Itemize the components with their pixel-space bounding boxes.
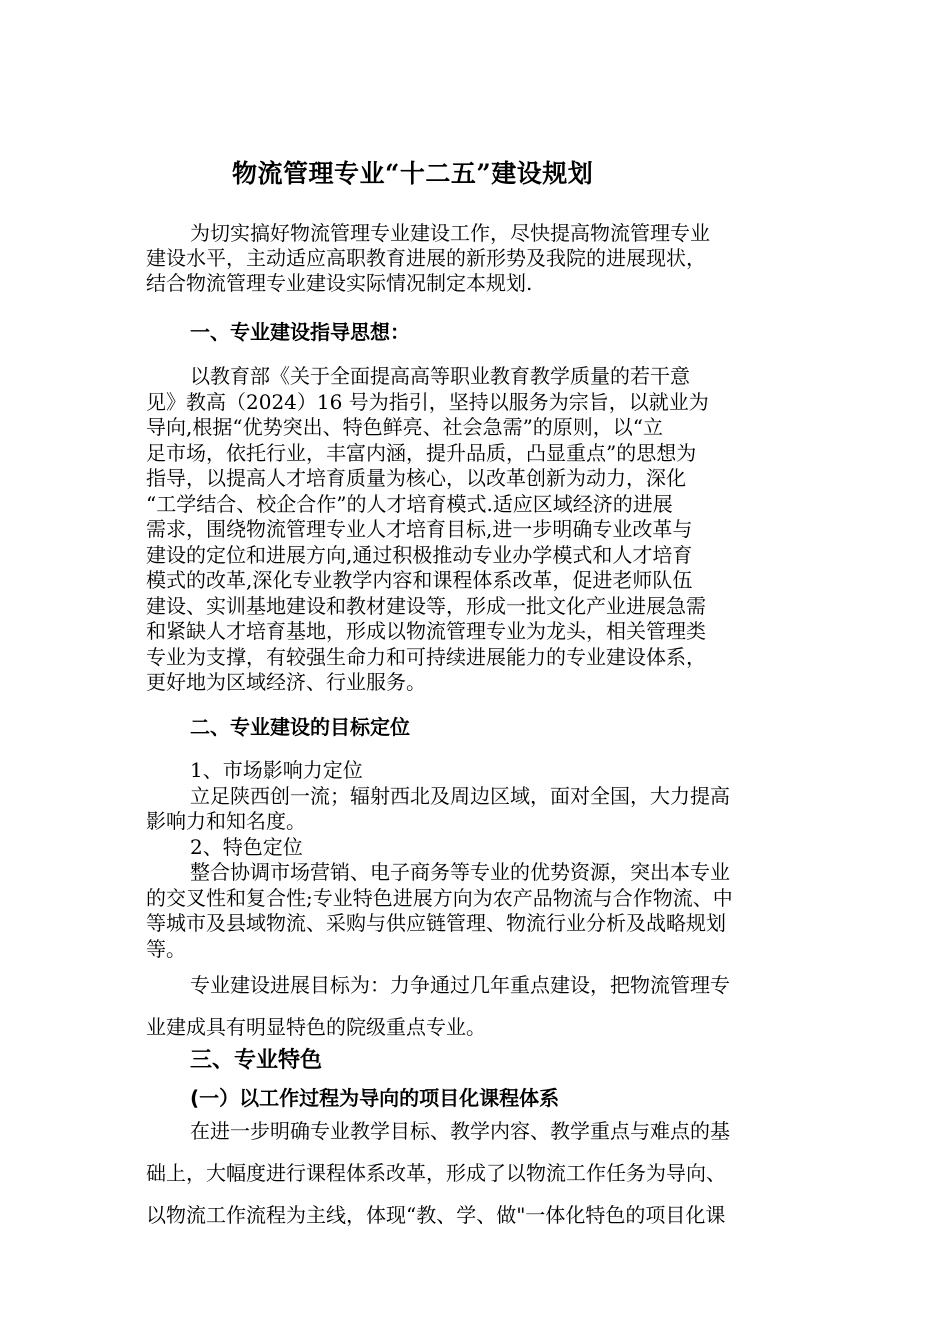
subsection-label: 1、市场影响力定位 — [190, 758, 363, 782]
document-title: 物流管理专业“十二五”建设规划 — [232, 159, 594, 188]
paragraph-line: 的交叉性和复合性;专业特色进展方向为农产品物流与合作物流、中 — [146, 885, 733, 910]
paragraph-line: 础上，大幅度进行课程体系改革，形成了以物流工作任务为导向、 — [146, 1161, 726, 1185]
paragraph-line: 专业为支撑，有较强生命力和可持续进展能力的专业建设体系， — [146, 644, 706, 669]
paragraph-line: 导向,根据“优势突出、特色鲜亮、社会急需”的原则，以“立 — [146, 415, 664, 439]
section-3-paragraph — [146, 1110, 810, 1236]
paragraph-line: 见》教高（2024）16 号为指引，坚持以服务为宗旨，以就业为 — [146, 389, 709, 414]
intro-line: 建设水平，主动适应高职教育进展的新形势及我院的进展现状， — [146, 246, 706, 271]
paragraph-line: 建设的定位和进展方向,通过积极推动专业办学模式和人才培育 — [146, 542, 693, 567]
paragraph-line: 更好地为区域经济、行业服务。 — [146, 670, 426, 694]
paragraph-line: 整合协调市场营销、电子商务等专业的优势资源，突出本专业 — [190, 860, 730, 884]
paragraph-line: 等城市及县域物流、采购与供应链管理、物流行业分析及战略规划 — [146, 911, 726, 935]
section-2-paragraph — [146, 758, 810, 962]
paragraph-line: 指导，以提高人才培育质量为核心，以改革创新为动力，深化 — [146, 466, 686, 490]
intro-line: 结合物流管理专业建设实际情况制定本规划. — [146, 271, 533, 296]
section-heading-1: 一、专业建设指导思想： — [190, 320, 410, 344]
intro-paragraph — [146, 221, 810, 297]
paragraph-line: “工学结合、校企合作”的人才培育模式.适应区域经济的进展 — [146, 491, 673, 516]
subsection-heading: (一）以工作过程为导向的项目化课程体系 — [190, 1086, 560, 1110]
paragraph-line: 影响力和知名度。 — [146, 809, 306, 833]
paragraph-line: 模式的改革,深化专业教学内容和课程体系改革，促进老师队伍 — [146, 568, 693, 592]
paragraph-line: 需求，围绕物流管理专业人才培育目标,进一步明确专业改革与 — [146, 517, 693, 541]
paragraph-line: 以教育部《关于全面提高高等职业教育教学质量的若干意 — [190, 364, 690, 388]
goal-paragraph — [146, 964, 810, 1048]
paragraph-line: 专业建设进展目标为：力争通过几年重点建设，把物流管理专 — [190, 973, 730, 997]
paragraph-line: 业建成具有明显特色的院级重点专业。 — [146, 1015, 486, 1039]
section-heading-2: 二、专业建设的目标定位 — [190, 715, 410, 739]
subsection-label: 2、特色定位 — [190, 834, 303, 859]
section-heading-3: 三、专业特色 — [190, 1048, 323, 1073]
paragraph-line: 建设、实训基地建设和教材建设等，形成一批文化产业进展急需 — [146, 593, 706, 618]
paragraph-line: 足市场，依托行业，丰富内涵，提升品质，凸显重点”的思想为 — [146, 440, 697, 465]
paragraph-line: 在进一步明确专业教学目标、教学内容、教学重点与难点的基 — [190, 1119, 730, 1143]
paragraph-line: 和紧缺人才培育基地，形成以物流管理专业为龙头，相关管理类 — [146, 619, 706, 643]
paragraph-line: 以物流工作流程为主线，体现“教、学、做"一体化特色的项目化课 — [146, 1203, 726, 1227]
section-1-paragraph — [146, 364, 810, 696]
paragraph-line: 立足陕西创一流；辐射西北及周边区域，面对全国，大力提高 — [190, 783, 730, 808]
paragraph-line: 等。 — [146, 936, 186, 961]
intro-line: 为切实搞好物流管理专业建设工作，尽快提高物流管理专业 — [190, 221, 710, 245]
